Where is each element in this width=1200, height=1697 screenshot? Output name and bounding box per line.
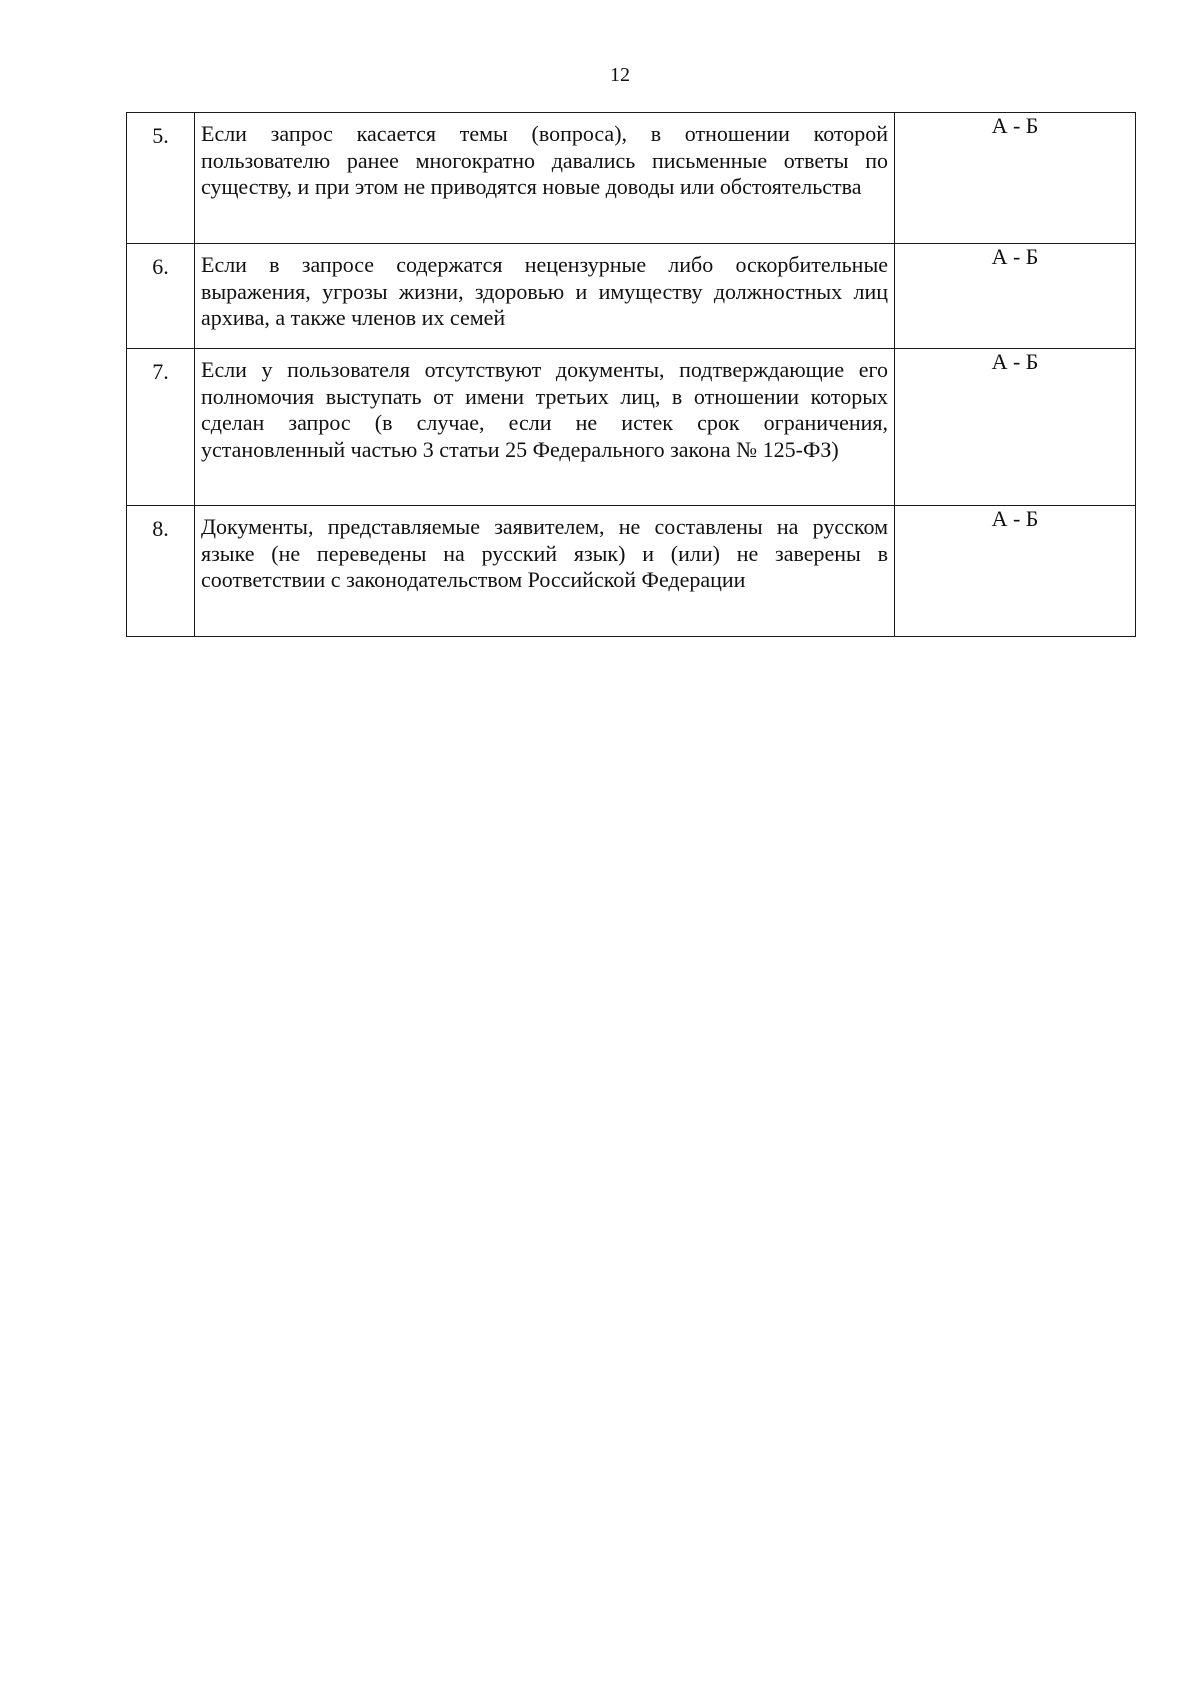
table-row [127, 349, 1136, 506]
document-table [126, 112, 1136, 637]
row-number: 7. [127, 349, 195, 506]
row-text: Если в запросе содержатся нецензурные либо оскорбительные выражения, угрозы жизни, здоровью и имуществу должностных лиц архива, а также членов их семей [195, 244, 895, 349]
table-row [127, 244, 1136, 349]
row-code: А - Б [895, 244, 1136, 349]
row-code: А - Б [895, 113, 1136, 244]
row-text: Документы, представляемые заявителем, не составлены на русском языке (не переведены на русский язык) и (или) не заверены в соответствии с законодательством Российской Федерации [195, 506, 895, 637]
row-code: А - Б [895, 349, 1136, 506]
row-text: Если запрос касается темы (вопроса), в отношении которой пользователю ранее многократно давались письменные ответы по существу, и при этом не приводятся новые доводы или обстоятельства [195, 113, 895, 244]
row-number: 6. [127, 244, 195, 349]
table-row [127, 506, 1136, 637]
row-number: 5. [127, 113, 195, 244]
row-text: Если у пользователя отсутствуют документы, подтверждающие его полномочия выступать от имени третьих лиц, в отношении которых сделан запрос (в случае, если не истек срок ограничения, установленный частью 3 статьи 25 Федерального закона № 125-ФЗ) [195, 349, 895, 506]
row-number: 8. [127, 506, 195, 637]
page-number: 12 [610, 64, 630, 86]
row-code: А - Б [895, 506, 1136, 637]
table-row [127, 113, 1136, 244]
